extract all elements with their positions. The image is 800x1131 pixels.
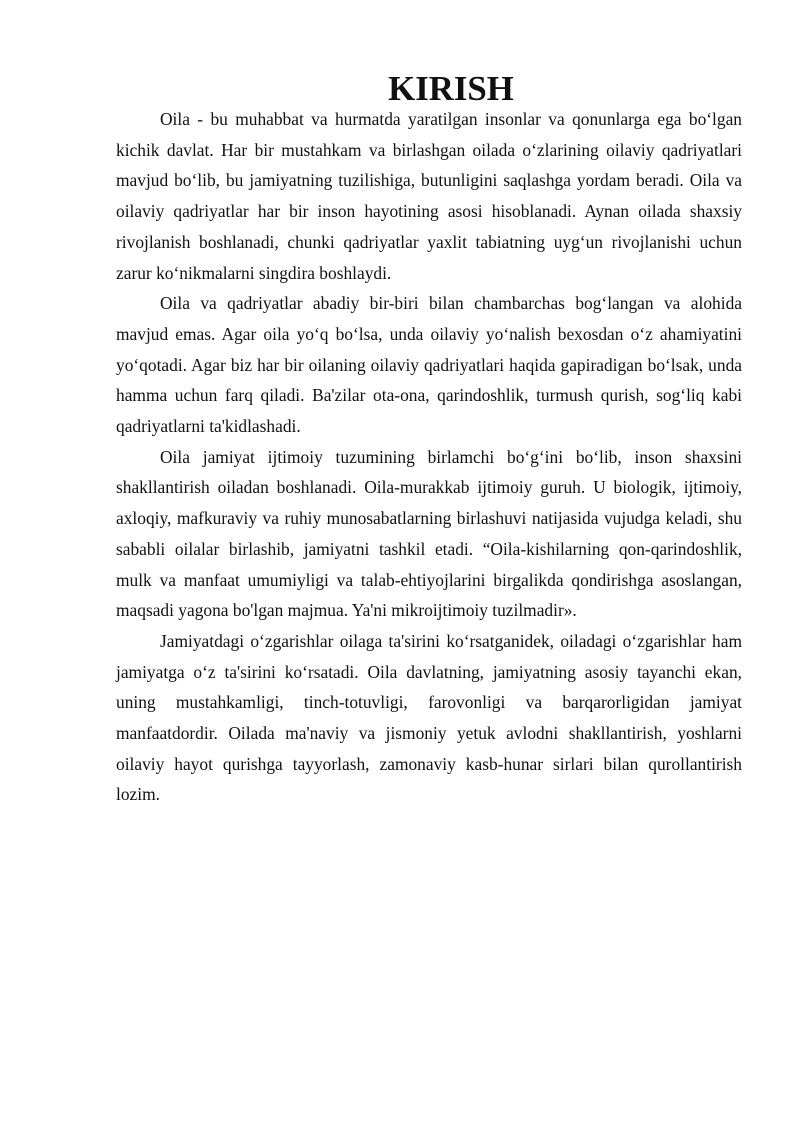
paragraph: Oila jamiyat ijtimoiy tuzumining birlamchi bo‘g‘ini bo‘lib, inson shaxsini shakllantirish oiladan boshlanadi. Oila-murakkab ijtimoiy guruh. U biologik, ijtimoiy, axloqiy, mafkuraviy va ruhiy munosabatlarning birlashuvi natijasida vujudga keladi, shu sababli oilalar birlashib, jamiyatni tashkil etadi. “Oila-kishilarning qon-qarindoshlik, mulk va manfaat umumiyligi va talab-ehtiyojlarini birgalikda qondirishga asoslangan, maqsadi yagona bo'lgan majmua. Ya'ni mikroijtimoiy tuzilmadir». <box>116 446 742 621</box>
paragraph: Oila - bu muhabbat va hurmatda yaratilgan insonlar va qonunlarga ega bo‘lgan kichik davlat. Har bir mustahkam va birlashgan oilada o‘zlarining oilaviy qadriyatlari mavjud bo‘lib, bu jamiyatning tuzilishiga, butunligini saqlashga yordam beradi. Oila va oilaviy qadriyatlar har bir inson hayotining asosi hisoblanadi. Aynan oilada shaxsiy rivojlanish boshlanadi, chunki qadriyatlar yaxlit tabiatning uyg‘un rivojlanishi uchun zarur ko‘nikmalarni singdira boshlaydi. <box>116 109 742 283</box>
paragraph: Jamiyatdagi o‘zgarishlar oilaga ta'sirini ko‘rsatganidek, oiladagi o‘zgarishlar ham jamiyatga o‘z ta'sirini ko‘rsatadi. Oila davlatning, jamiyatning asosiy tayanchi ekan, uning mustahkamligi, tinch-totuvligi, farovonligi va barqarorligidan jamiyat manfaatdordir. Oilada ma'naviy va jismoniy yetuk avlodni shakllantirish, yoshlarni oilaviy hayot qurishga tayyorlash, zamonaviy kasb-hunar sirlari bilan qurollantirish lozim. <box>116 630 742 805</box>
paragraph: Oila va qadriyatlar abadiy bir-biri bilan chambarchas bog‘langan va alohida mavjud emas. Agar oila yo‘q bo‘lsa, unda oilaviy yo‘nalish bexosdan o‘z ahamiyatini yo‘qotadi. Agar biz har bir oilaning oilaviy qadriyatlari haqida gapiradigan bo‘lsak, unda hamma uchun farq qiladi. Ba'zilar ota-ona, qarindoshlik, turmush qurish, sog‘liq kabi qadriyatlarni ta'kidlashadi. <box>116 293 742 437</box>
page-title: KIRISH <box>388 69 514 108</box>
document-body <box>116 69 742 810</box>
